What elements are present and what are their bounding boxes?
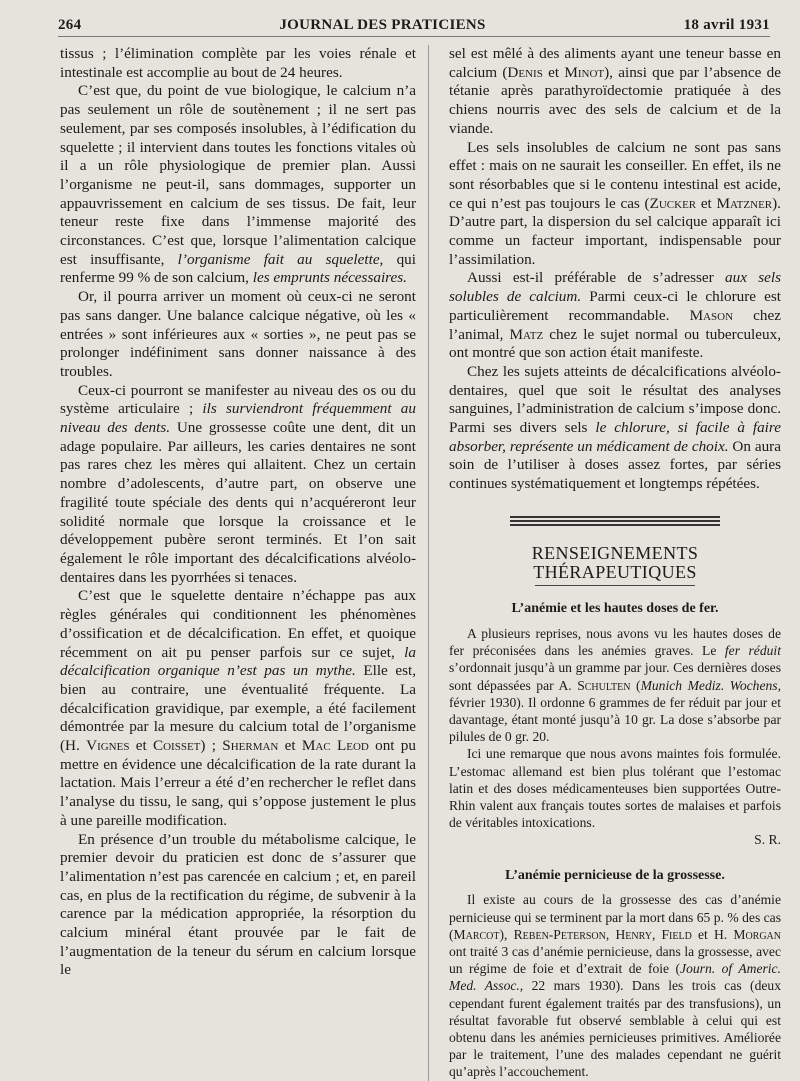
left-column [60, 45, 416, 980]
page-header [58, 14, 770, 37]
paragraph: Aussi est-il préférable de s’adresser aux sels solubles de calcium. Parmi ceux-ci le chlorure est particulièrement recommandable. Mason chez l’animal, Matz chez le sujet normal ou tuberculeux, ont montré que son action était manifeste. [449, 269, 781, 362]
paragraph: En présence d’un trouble du métabolisme calcique, le premier devoir du praticien est donc de s’assurer que l’alimentation n’est pas carencée en calcium ; et, en pareil cas, en plus de la rectification du régime, de subvenir à la carence par la médication appropriée, la résorption du calcium minéral étant prouvée par le fait de l’augmentation de la teneur du sérum en calcium lorsque le [60, 830, 416, 979]
paragraph: Ceux-ci pourront se manifester au niveau des os ou du système articulaire ; ils surviendront fréquemment au niveau des dents. Une grossesse coûte une dent, dit un adage populaire. Par ailleurs, les caries dentaires ne sont pas rares chez les mères qui allaitent. Chez un certain nombre d’adolescents, d’autre part, on observe une fragilité toute spéciale des dents qui n’acquéreront leur solidité normale que lorsque la croissance et le développement pubère seront terminés. Et l’on sait également le rôle important des décalcifications alvéolo-dentaires dans les pyorrhées si tenaces. [60, 381, 416, 586]
journal-title: JOURNAL DES PRATICIENS [279, 16, 486, 33]
article-title: L’anémie pernicieuse de la grossesse. [505, 867, 725, 883]
paragraph: Il existe au cours de la grossesse des cas d’anémie pernicieuse qui se terminent par la mort dans 65 p. % des cas (Marcot), Reben-Peterson, Henry, Field et H. Morgan ont traité 3 cas d’anémie pernicieuse, dans la grossesse, avec un régime de foie et d’extrait de foie (Journ. of Americ. Med. Assoc., 22 mars 1930). Dans les trois cas (deux cependant furent également traités par des transfusions), un résultat favorable fut observé semblable à celui qui est obtenu dans les anémies pernicieuses primitives. Améliorée par le traitement, l’une des malades cependant ne guérit qu’après l’accouchement. [449, 892, 782, 1080]
paragraph: Chez les sujets atteints de décalcifications alvéolo-dentaires, quel que soit le résultat des analyses sanguines, l’administration de calcium s’impose donc. Parmi ses divers sels le chlorure, si facile à faire absorber, représente un médicament de choix. On aura soin de l’utiliser à doses assez fortes, par séries continues systématiquement et longtemps répétées. [449, 362, 781, 493]
issue-date: 18 avril 1931 [683, 16, 770, 33]
paragraph: Or, il pourra arriver un moment où ceux-ci ne seront pas sans danger. Une balance calcique négative, où les « entrées » sont inférieures aux « sorties », ne peut pas se prolonger indéfiniment sans donner naissance à des troubles. [60, 288, 416, 380]
paragraph: sel est mêlé à des aliments ayant une teneur basse en calcium (Denis et Minot), ainsi que par l’absence de tétanie après parathyroïdectomie pratiquée à des chiens nourris avec des sels de calcium et de la viande. [449, 45, 781, 137]
paragraph: tissus ; l’élimination complète par les voies rénale et intestinale est accomplie au bout de 24 heures. [60, 45, 416, 81]
paragraph: Ici une remarque que nous avons maintes fois formulée. L’estomac allemand est bien plus tolérant que l’estomac latin et des doses médicamenteuses bien supportées Outre-Rhin valent aux français toutes sortes de malaises et parfois de véritables intoxications. [449, 746, 781, 831]
signature: S. R. [754, 832, 781, 848]
page-number: 264 [58, 16, 82, 33]
paragraph: A plusieurs reprises, nous avons vu les hautes doses de fer préconisées dans les anémies graves. Le fer réduit s’ordonnait jusqu’à un gramme par jour. Ces dernières doses sont dépassées par A. Schulten (Munich Mediz. Wochens, février 1930). Il ordonne 6 grammes de fer réduit par jour et davantage, étant monté jusqu’à 10 gr. La dose s’absorbe par pilules de 0 gr. 20. [449, 625, 781, 745]
paragraph: C’est que le squelette dentaire n’échappe pas aux règles générales qui conditionnent les phénomènes d’ossification et de décalcification. En effet, et quoique récemment on ait pu penser parfois sur ce sujet, la décalcification organique n’est pas un mythe. Elle est, bien au contraire, une éventualité fréquente. La décalcification gravidique, par exemple, a été facilement démontrée par la mesure du calcium total de l’organisme (H. Vignes et Coisset) ; Sherman et Mac Leod ont pu mettre en évidence une décalcification de la rate durant la lactation. Mais l’erreur a été d’en rechercher le reflet dans l’analyse du tissu, le sang, qui s’oppose justement le plus à une pareille modification. [60, 587, 416, 829]
section-separator [510, 516, 720, 526]
article-title: L’anémie et les hautes doses de fer. [511, 601, 719, 617]
paragraph: C’est que, du point de vue biologique, le calcium n’a pas seulement un rôle de soutènement ; il ne sert pas seulement, par ses composés insolubles, à l’édification du squelette ; il intervient dans toutes les fonctions vitales où il a un rôle physiologique de premier plan. Aussi l’organisme ne peut-il, sans dommages, supporter un appauvrissement en calcium de ses tissus. De fait, leur teneur reste fixe dans l’immense majorité des circonstances. C’est que, lorsque l’alimentation calcique est insuffisante, l’organisme fait au squelette, qui renferme 99 % de son calcium, les emprunts nécessaires. [60, 82, 416, 287]
section-title: RENSEIGNEMENTS THÉRAPEUTIQUES [531, 542, 699, 582]
paragraph: Les sels insolubles de calcium ne sont pas sans effet : mais on ne saurait les conseiller. En effet, ils ne sont résorbables que si le contenu intestinal est acide, ce qui n’est pas toujours le cas (Zucker et Matzner). D’autre part, la dispersion du sel calcique apparaît ici comme un facteur important, indispensable pour l’assimilation. [449, 138, 781, 268]
section-rule [535, 585, 695, 586]
right-column [428, 45, 781, 1081]
